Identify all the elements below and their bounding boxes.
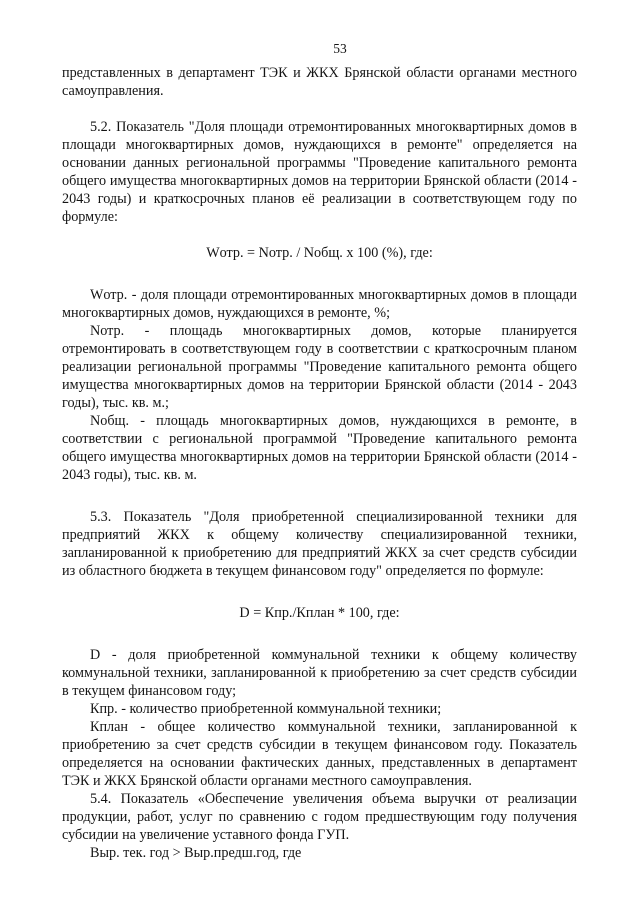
formula-5-3: D = Кпр./Кплан * 100, где: — [239, 605, 400, 621]
section-5-4-intro: 5.4. Показатель «Обеспечение увеличения объема выручки от реализации продукции, работ, услуг по сравнению с годом предшествующим году получения субсидии на увеличение уставного фонда ГУП. — [62, 791, 577, 843]
definition-k-plan: Кплан - общее количество коммунальной техники, запланированной к приобретению за счет средств субсидии в текущем финансовом году. Показатель определяется на основании фактических данных, представленных в департамент ТЭК и ЖКХ Брянской области органами местного самоуправления. — [62, 719, 577, 789]
definition-w-otr: Wотр. - доля площади отремонтированных многоквартирных домов в площади многоквартирных домов, нуждающихся в ремонте, %; — [62, 287, 577, 321]
section-5-2-intro: 5.2. Показатель "Доля площади отремонтированных многоквартирных домов в площади многоквартирных домов, нуждающихся в ремонте" определяется на основании данных региональной программы "Проведение капитального ремонта общего имущества многоквартирных домов на территории Брянской области (2014 - 2043 годы) и краткосрочных планов её реализации в соответствующем году по формуле: — [62, 119, 577, 225]
paragraph-continuation: представленных в департамент ТЭК и ЖКХ Брянской области органами местного самоуправления. — [62, 65, 577, 99]
formula-5-4: Выр. тек. год > Выр.предш.год, где — [90, 845, 302, 861]
page-number: 53 — [333, 41, 347, 56]
document-body — [62, 64, 577, 862]
definition-d: D - доля приобретенной коммунальной техники к общему количеству коммунальной техники, запланированной к приобретению за счет средств субсидии в текущем финансовом году; — [62, 647, 577, 699]
formula-5-2: Wотр. = Nотр. / Nобщ. x 100 (%), где: — [206, 245, 433, 261]
definition-k-pr: Кпр. - количество приобретенной коммунальной техники; — [90, 701, 442, 717]
definition-n-otr: Nотр. - площадь многоквартирных домов, которые планируется отремонтировать в соответствующем году в соответствии с краткосрочным планом реализации региональной программы "Проведение капитального ремонта общего имущества многоквартирных домов на территории Брянской области (2014 - 2043 годы), тыс. кв. м.; — [62, 323, 577, 411]
definition-n-obsh: Nобщ. - площадь многоквартирных домов, нуждающихся в ремонте, в соответствии с региональной программой "Проведение капитального ремонта общего имущества многоквартирных домов на территории Брянской области (2014 - 2043 годы), тыс. кв. м. — [62, 413, 577, 483]
section-5-3-intro: 5.3. Показатель "Доля приобретенной специализированной техники для предприятий ЖКХ к общему количеству специализированной техники, запланированной к приобретению для предприятий ЖКХ за счет средств субсидии из областного бюджета в текущем финансовом году" определяется по формуле: — [62, 509, 577, 579]
